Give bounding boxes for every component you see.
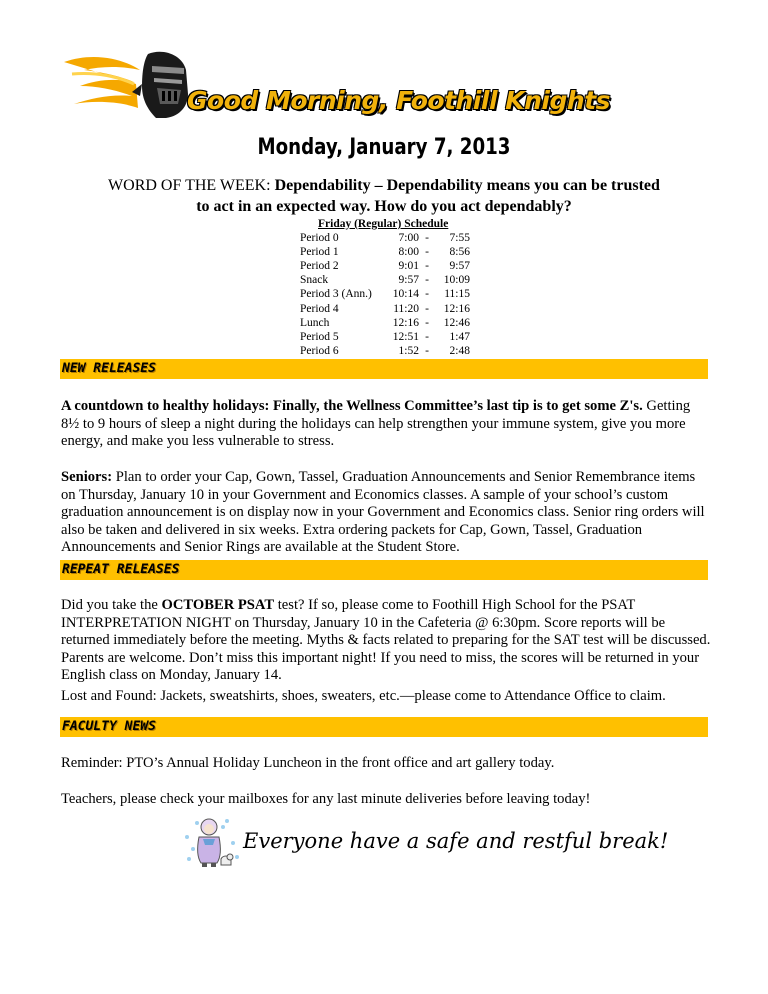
bell-schedule — [300, 217, 470, 358]
start-time: 12:51 — [392, 330, 419, 343]
period-name: Period 4 — [300, 302, 339, 315]
psat-paragraph — [61, 597, 711, 685]
start-time: 9:57 — [398, 274, 419, 287]
seniors-paragraph — [61, 469, 711, 557]
end-time: 9:57 — [449, 260, 470, 273]
wellness-bold: A countdown to healthy holidays: Finally, the Wellness Committee’s last tip is to get some Z's. — [61, 398, 643, 414]
time-separator: - — [425, 344, 429, 357]
period-name: Period 1 — [300, 246, 339, 259]
winter-person-with-dog-icon — [183, 815, 243, 870]
closing-text: Everyone have a safe and restful break! — [243, 829, 669, 853]
time-separator: - — [425, 302, 429, 315]
wellness-paragraph — [61, 398, 711, 451]
word-of-the-week — [100, 175, 668, 217]
schedule-row — [300, 273, 470, 287]
knight-helmet-icon — [62, 44, 192, 124]
end-time: 12:46 — [443, 316, 470, 329]
schedule-row — [300, 316, 470, 330]
time-separator: - — [425, 260, 429, 273]
section-header-new-releases: NEW RELEASES — [60, 359, 708, 379]
lost-found-paragraph: Lost and Found: Jackets, sweatshirts, shoes, sweaters, etc.—please come to Attendance Office to claim. — [61, 688, 666, 704]
end-time: 11:15 — [444, 288, 470, 301]
mailbox-paragraph: Teachers, please check your mailboxes for any last minute deliveries before leaving today! — [61, 791, 591, 807]
start-time: 7:00 — [398, 232, 419, 245]
period-name: Period 2 — [300, 260, 339, 273]
period-name: Period 5 — [300, 330, 339, 343]
schedule-heading: Friday (Regular) Schedule — [318, 218, 449, 230]
section-header-repeat-releases: REPEAT RELEASES — [60, 560, 708, 580]
period-name: Snack — [300, 274, 329, 287]
start-time: 12:16 — [392, 316, 419, 329]
schedule-row — [300, 231, 470, 245]
end-time: 12:16 — [443, 302, 470, 315]
start-time: 11:20 — [393, 302, 419, 315]
psat-text: test? If so, please come to Foothill High School for the PSAT INTERPRETATION NIGHT on Thursday, January 10 in the Cafeteria @ 6:30pm. Score reports will be returned immediately before the meeting. Myths & facts related to preparing for the SAT test will be discussed. Parents are welcome. Don’t miss this important night! If you need to miss, the scores will be returned in your English class on Monday, January 14. — [61, 597, 711, 684]
time-separator: - — [425, 232, 429, 245]
time-separator: - — [425, 274, 429, 287]
closing-message — [183, 815, 669, 870]
period-name: Lunch — [300, 316, 330, 329]
psat-bold: OCTOBER PSAT — [161, 597, 275, 613]
period-name: Period 3 (Ann.) — [300, 288, 372, 301]
pto-paragraph: Reminder: PTO’s Annual Holiday Luncheon in the front office and art gallery today. — [61, 755, 555, 771]
time-separator: - — [425, 316, 429, 329]
end-time: 10:09 — [443, 274, 470, 287]
psat-pre: Did you take the — [61, 597, 162, 613]
word-of-week-label: WORD OF THE WEEK: — [108, 177, 271, 194]
section-header-faculty-news: FACULTY NEWS — [60, 717, 708, 737]
date-heading: Monday, January 7, 2013 — [257, 135, 511, 160]
schedule-row — [300, 259, 470, 273]
schedule-row — [300, 344, 470, 358]
page-title: Good Morning, Foothill Knights — [187, 86, 611, 115]
start-time: 10:14 — [392, 288, 419, 301]
period-name: Period 0 — [300, 232, 339, 245]
schedule-row — [300, 302, 470, 316]
start-time: 9:01 — [398, 260, 419, 273]
schedule-row — [300, 330, 470, 344]
word-of-week-text: Dependability – Dependability means you can be trusted to act in an expected way. How do you act dependably? — [196, 177, 660, 215]
time-separator: - — [425, 330, 429, 343]
wellness-text: Getting 8½ to 9 hours of sleep a night during the holidays can help strengthen your immune system, give you more energy, and make you less vulnerable to stress. — [61, 398, 691, 450]
seniors-bold: Seniors: — [61, 469, 113, 485]
end-time: 2:48 — [449, 344, 470, 357]
schedule-row — [300, 287, 470, 301]
start-time: 1:52 — [398, 344, 419, 357]
schedule-row — [300, 245, 470, 259]
time-separator: - — [425, 288, 429, 301]
end-time: 8:56 — [449, 246, 470, 259]
end-time: 1:47 — [449, 330, 470, 343]
seniors-text: Plan to order your Cap, Gown, Tassel, Graduation Announcements and Senior Remembrance items on Thursday, January 10 in your Government and Economics classes. A sample of your school’s custom graduation announcement is on display now in your Government and Economics class. Senior ring orders will also be taken and delivered in six weeks. Extra ordering packets for Cap, Gown, Tassel, Graduation Announcements and Senior Rings are available at the Student Store. — [61, 469, 705, 556]
time-separator: - — [425, 246, 429, 259]
end-time: 7:55 — [449, 232, 470, 245]
start-time: 8:00 — [398, 246, 419, 259]
period-name: Period 6 — [300, 344, 339, 357]
